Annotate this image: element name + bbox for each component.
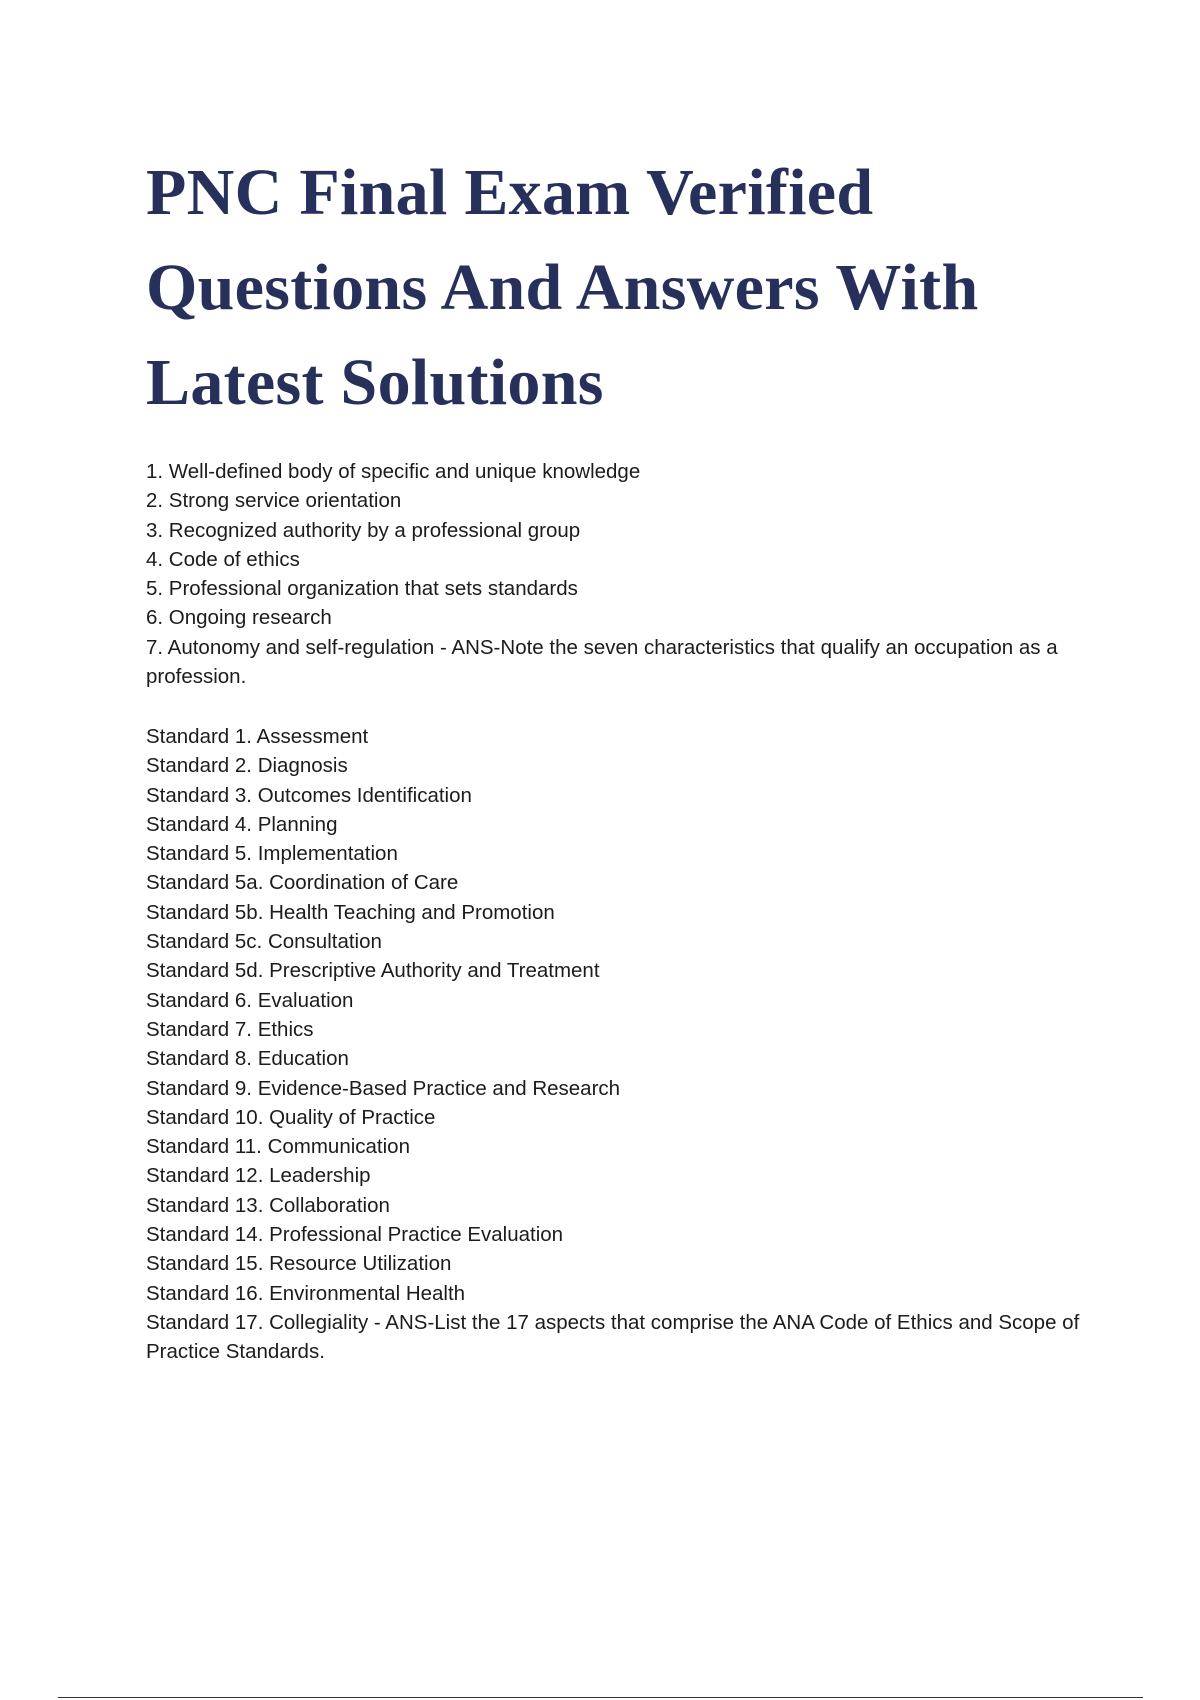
standard-item: Standard 5a. Coordination of Care [146,871,459,895]
standard-item: Standard 5. Implementation [146,842,398,866]
standard-item: Standard 5c. Consultation [146,930,382,954]
standard-item-with-question: Standard 17. Collegiality - ANS-List the 17 aspects that comprise the ANA Code of Ethics and Scope of Practice Standards. [146,1310,1080,1364]
characteristic-item: 5. Professional organization that sets standards [146,577,578,601]
footer-divider [58,1697,1143,1698]
standard-item: Standard 15. Resource Utilization [146,1252,452,1276]
characteristic-item: 3. Recognized authority by a professional group [146,518,581,542]
characteristic-item: 4. Code of ethics [146,547,300,571]
standard-item: Standard 2. Diagnosis [146,754,348,778]
standard-item: Standard 13. Collaboration [146,1193,390,1217]
standard-item: Standard 1. Assessment [146,725,369,748]
characteristic-item-with-question: 7. Autonomy and self-regulation - ANS-Note the seven characteristics that qualify an occupation as a profession. [146,635,1058,689]
standard-item: Standard 14. Professional Practice Evaluation [146,1223,564,1247]
standards-answer [146,722,1096,1367]
standard-item: Standard 4. Planning [146,812,338,836]
standard-item: Standard 3. Outcomes Identification [146,783,472,807]
standard-item: Standard 8. Education [146,1047,349,1071]
characteristics-answer [146,457,1096,691]
characteristic-item: 6. Ongoing research [146,606,332,630]
characteristic-item: 1. Well-defined body of specific and unique knowledge [146,460,641,483]
standard-item: Standard 6. Evaluation [146,988,354,1012]
standard-item: Standard 16. Environmental Health [146,1281,466,1305]
standard-item: Standard 5d. Prescriptive Authority and Treatment [146,959,600,983]
characteristic-item: 2. Strong service orientation [146,489,402,513]
standard-item: Standard 7. Ethics [146,1017,314,1041]
document-title: PNC Final Exam Verified Questions And Answers With Latest Solutions [146,156,979,419]
standard-item: Standard 11. Communication [146,1135,410,1159]
standard-item: Standard 5b. Health Teaching and Promotion [146,900,555,924]
standard-item: Standard 9. Evidence-Based Practice and Research [146,1076,621,1100]
standard-item: Standard 12. Leadership [146,1164,371,1188]
standard-item: Standard 10. Quality of Practice [146,1105,436,1129]
